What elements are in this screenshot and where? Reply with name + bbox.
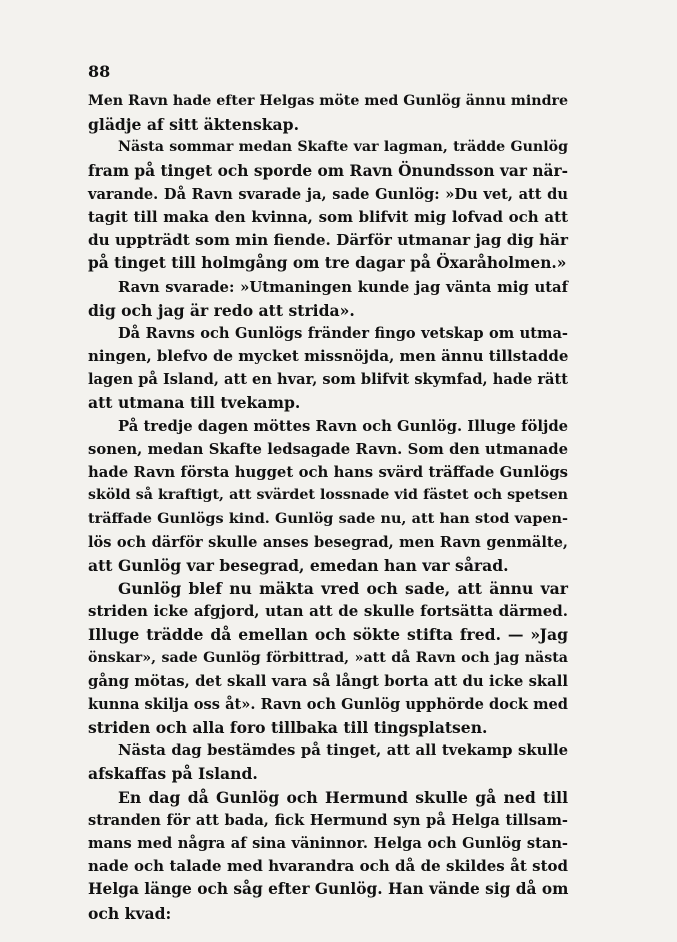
body-text xyxy=(88,90,568,925)
page-number: 88 xyxy=(88,62,111,81)
text-line: En dag då Gunlög och Hermund skulle gå ned till xyxy=(118,787,568,807)
text-line: sonen, medan Skafte ledsagade Ravn. Som den utmanade xyxy=(88,440,568,458)
text-line: gång mötas, det skall vara så långt borta att du icke skall xyxy=(88,672,568,690)
text-line: att Gunlög var besegrad, emedan han var sårad. xyxy=(88,555,509,575)
text-line: dig och jag är redo att strida». xyxy=(88,300,355,320)
text-line: striden icke afgjord, utan att de skulle fortsätta därmed. xyxy=(88,602,568,621)
text-line: Då Ravns och Gunlögs fränder fingo vetskap om utma- xyxy=(118,324,568,342)
text-line: kunna skilja oss åt». Ravn och Gunlög upphörde dock med xyxy=(88,695,568,713)
text-line: Illuge trädde då emellan och sökte stifta fred. — »Jag xyxy=(88,625,568,645)
text-line: att utmana till tvekamp. xyxy=(88,393,301,413)
text-line: varande. Då Ravn svarade ja, sade Gunlög: »Du vet, att du xyxy=(88,185,568,203)
text-line: Ravn svarade: »Utmaningen kunde jag vänta mig utaf xyxy=(118,278,568,296)
text-line: afskaffas på Island. xyxy=(88,764,258,784)
text-line: Helga länge och såg efter Gunlög. Han vände sig då om xyxy=(88,880,569,899)
text-line: sköld så kraftigt, att svärdet lossnade vid fästet och spetsen xyxy=(88,487,568,504)
text-line: du uppträdt som min fiende. Därför utmanar jag dig här xyxy=(88,231,568,250)
text-line: stranden för att bada, fick Hermund syn på Helga tillsam- xyxy=(88,811,568,829)
text-line: Gunlög blef nu mäkta vred och sade, att ännu var xyxy=(118,578,568,598)
text-line: på tinget till holmgång om tre dagar på Öxaråholmen.» xyxy=(88,254,567,273)
text-line: Men Ravn hade efter Helgas möte med Gunlög ännu mindre xyxy=(88,93,568,109)
text-line: glädje af sitt äktenskap. xyxy=(88,115,299,135)
text-line: nade och talade med hvarandra och då de skildes åt stod xyxy=(88,857,568,876)
text-line: önskar», sade Gunlög förbittrad, »att då Ravn och jag nästa xyxy=(88,649,568,666)
text-line: På tredje dagen möttes Ravn och Gunlög. Illuge följde xyxy=(118,417,569,435)
text-line: mans med några af sina väninnor. Helga och Gunlög stan- xyxy=(88,835,568,852)
text-line: hade Ravn första hugget och hans svärd träffade Gunlögs xyxy=(88,464,568,481)
text-line: tagit till maka den kvinna, som blifvit mig lofvad och att xyxy=(88,207,568,226)
text-line: fram på tinget och sporde om Ravn Önundsson var när- xyxy=(88,161,568,180)
text-line: Nästa dag bestämdes på tinget, att all tvekamp skulle xyxy=(118,742,568,760)
text-line: Nästa sommar medan Skafte var lagman, trädde Gunlög xyxy=(118,139,568,156)
text-line: lös och därför skulle anses besegrad, men Ravn genmälte, xyxy=(88,533,568,551)
text-line: träffade Gunlögs kind. Gunlög sade nu, att han stod vapen- xyxy=(88,510,568,528)
text-line: striden och alla foro tillbaka till tingsplatsen. xyxy=(88,718,488,738)
text-line: ningen, blefvo de mycket missnöjda, men ännu tillstadde xyxy=(88,347,569,366)
text-line: lagen på Island, att en hvar, som blifvit skymfad, hade rätt xyxy=(88,371,568,389)
text-line: och kvad: xyxy=(88,903,172,923)
